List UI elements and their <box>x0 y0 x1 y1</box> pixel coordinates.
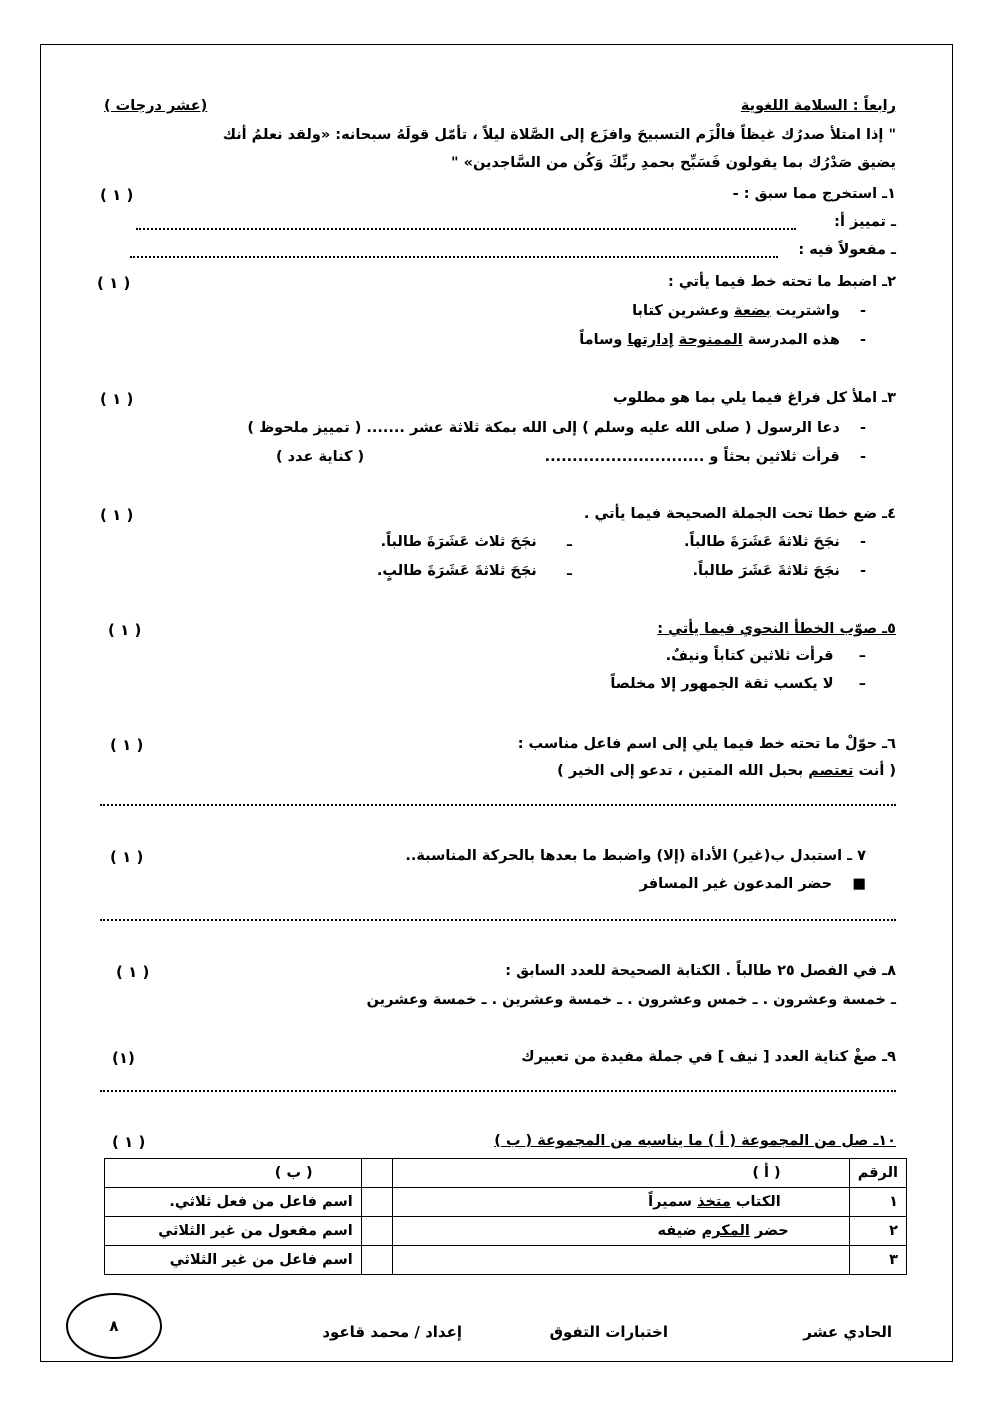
passage-line-2: يضيق صَدْرُك بما يقولون فَسَبِّح بحمدِ ربِّكَ وَكُن من السَّاجدين» " <box>451 155 896 171</box>
row-num: ٣ <box>849 1246 906 1275</box>
q9-mark: (١) <box>112 1049 135 1067</box>
q2-item-2: - هذه المدرسة الممنوحة إدارتها وساماً <box>579 332 866 348</box>
q3-item-2-hint: ( كناية عدد ) <box>276 449 365 465</box>
row-answer-box[interactable] <box>361 1217 392 1246</box>
matching-table <box>104 1158 907 1275</box>
q4-option-d[interactable]: ـ نجَحَ ثلاثةَ عَشَرَةَ طالبٍ. <box>376 563 572 579</box>
q2-item-1: - واشتريت بضعة وعشرين كتابا <box>632 303 866 319</box>
q1-answer-line-b[interactable] <box>130 256 778 258</box>
q5-item-2: – لا يكسب ثقة الجمهور إلا مخلصاً <box>610 676 866 692</box>
q4-option-b[interactable]: ـ نجَحَ ثلاث عَشَرَةَ طالباً. <box>380 534 572 550</box>
q5-mark: ( ١ ) <box>108 621 142 639</box>
table-row <box>105 1188 907 1217</box>
q2-prompt: ٢ـ اضبط ما تحته خط فيما يأتي : <box>668 274 896 290</box>
q7-prompt: ٧ ـ استبدل ب(غير) الأداة (إلا) واضبط ما بعدها بالحركة المناسبة.. <box>405 848 866 864</box>
row-item-b: اسم فاعل من فعل ثلاثي. <box>105 1188 362 1217</box>
q2-mark: ( ١ ) <box>97 274 131 292</box>
row-item-a <box>392 1246 849 1275</box>
row-answer-box[interactable] <box>361 1188 392 1217</box>
page-number: ٨ <box>109 1317 119 1335</box>
footer-author: إعداد / محمد قاعود <box>322 1323 462 1341</box>
q10-mark: ( ١ ) <box>112 1133 146 1151</box>
passage-line-1: " إذا امتلأ صدرُك غيظاً فالْزَم التسبيحَ وافزَع إلى الصَّلاة ليلاً ، تأمّل قولَهُ سبحانه: «ولقد نعلمُ أنك <box>222 127 896 143</box>
table-header-row <box>105 1159 907 1188</box>
q9-prompt: ٩ـ صغْ كناية العدد [ نيف ] في جملة مفيدة من تعبيرك <box>521 1049 896 1065</box>
row-answer-box[interactable] <box>361 1246 392 1275</box>
header-group-a: ( أ ) <box>392 1159 849 1188</box>
q6-mark: ( ١ ) <box>110 736 144 754</box>
footer-grade: الحادي عشر <box>803 1323 892 1341</box>
q4-mark: ( ١ ) <box>100 506 134 524</box>
page-number-oval <box>66 1293 162 1359</box>
q7-answer-line[interactable] <box>100 919 896 921</box>
q6-answer-line[interactable] <box>100 804 896 806</box>
row-item-a: الكتاب متخذ سميراً <box>392 1188 849 1217</box>
section-title: رابعاً : السلامة اللغوية <box>740 98 896 114</box>
q8-prompt: ٨ـ في الفصل ٢٥ طالباً . الكتابة الصحيحة للعدد السابق : <box>505 963 896 979</box>
q1-prompt: ١ـ استخرج مما سبق : - <box>732 186 896 202</box>
row-num: ٢ <box>849 1217 906 1246</box>
q1-item-b: ـ مفعولاً فيه : <box>798 242 896 258</box>
header-num: الرقم <box>849 1159 906 1188</box>
q4-option-c[interactable]: - نجَحَ ثلاثةَ عَشَرَ طالباً. <box>692 563 866 579</box>
q1-answer-line-a[interactable] <box>136 228 796 230</box>
q10-prompt: ١٠ـ صل من المجموعة ( أ ) ما يناسبه من المجموعة ( ب ) <box>494 1133 896 1149</box>
row-item-a: حضر المكرم ضيفه <box>392 1217 849 1246</box>
header-group-b: ( ب ) <box>105 1159 362 1188</box>
q3-item-2: - قرأت ثلاثين بحثاً و ............................. <box>544 449 866 465</box>
q3-mark: ( ١ ) <box>100 390 134 408</box>
q9-answer-line[interactable] <box>100 1090 896 1092</box>
q8-mark: ( ١ ) <box>116 963 150 981</box>
q1-mark: ( ١ ) <box>100 186 134 204</box>
q1-item-a: ـ تمييز أ: <box>834 214 896 230</box>
section-points: (عشر درجات ) <box>104 98 208 114</box>
q8-options[interactable]: ـ خمسة وعشرون . ـ خمس وعشرون . ـ خمسة وعشرين . ـ خمسة وعشرين <box>366 992 896 1008</box>
q7-mark: ( ١ ) <box>110 848 144 866</box>
table-row <box>105 1246 907 1275</box>
q6-prompt: ٦ـ حوّلْ ما تحته خط فيما يلي إلى اسم فاعل مناسب : <box>517 736 896 752</box>
table-row <box>105 1217 907 1246</box>
footer-series: اختبارات التفوق <box>549 1323 668 1341</box>
q6-sentence: ( أنت تعتصم بحبل الله المتين ، تدعو إلى الخير ) <box>557 763 896 779</box>
q5-item-1: – قرأت ثلاثين كتاباً ونيفٌ. <box>665 648 866 664</box>
q3-prompt: ٣ـ املأ كل فراغ فيما يلي بما هو مطلوب <box>613 390 896 406</box>
q5-prompt: ٥ـ صوّب الخطأ النحوي فيما يأتي : <box>657 621 896 637</box>
row-item-b: اسم فاعل من غير الثلاثي <box>105 1246 362 1275</box>
q4-prompt: ٤ـ ضع خطا تحت الجملة الصحيحة فيما يأتي . <box>583 506 896 522</box>
q4-option-a[interactable]: - نجَحَ ثلاثةَ عَشَرَةَ طالباً. <box>683 534 866 550</box>
row-item-b: اسم مفعول من غير الثلاثي <box>105 1217 362 1246</box>
row-num: ١ <box>849 1188 906 1217</box>
header-gap <box>361 1159 392 1188</box>
q7-item-1: ■ حضر المدعون غير المسافر <box>639 876 866 892</box>
q3-item-1: - دعا الرسول ( صلى الله عليه وسلم ) إلى الله بمكة ثلاثة عشر ....... ( تمييز ملحوظ ) <box>247 420 866 436</box>
